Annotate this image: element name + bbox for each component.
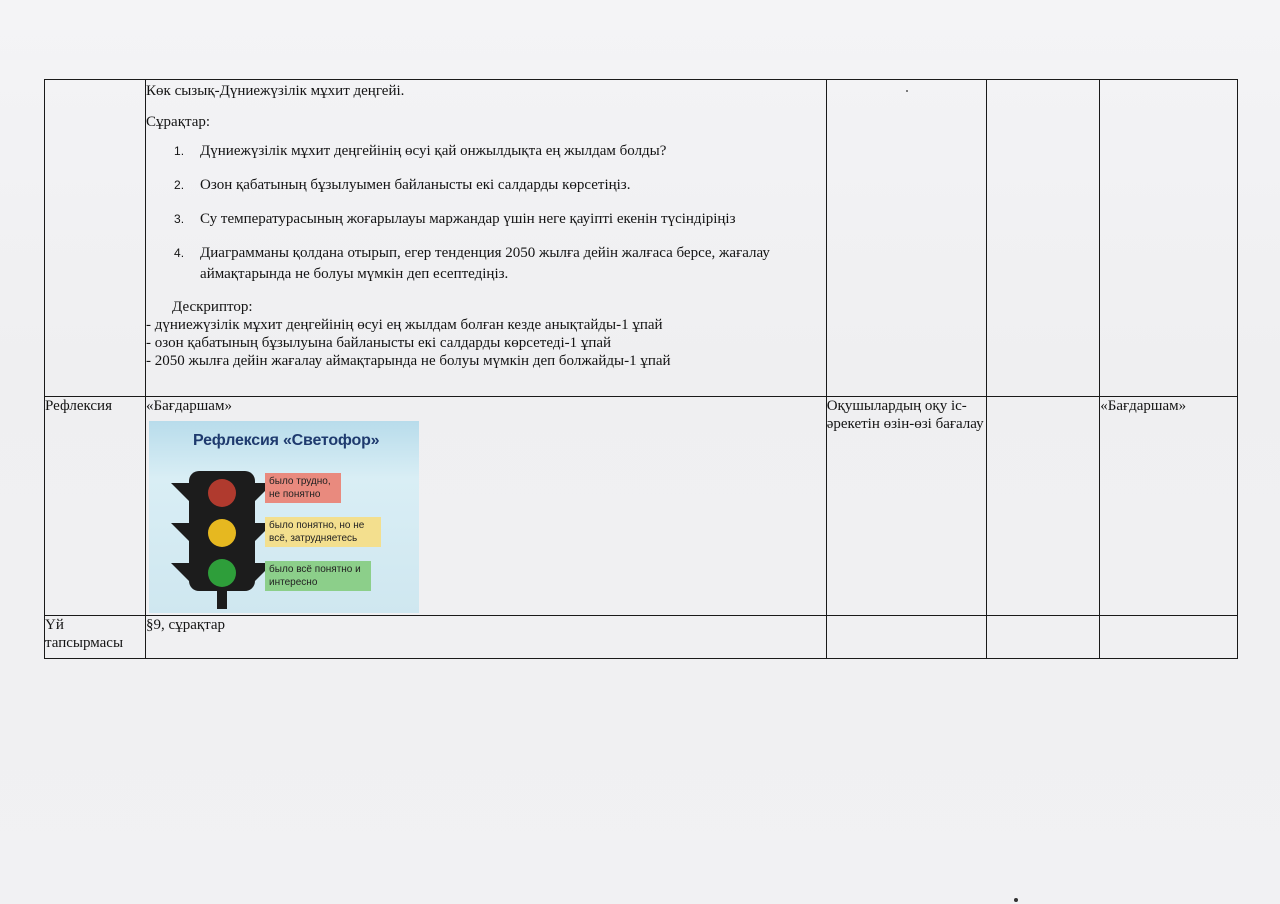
- question-item: [146, 141, 826, 162]
- questions-list: [146, 141, 826, 285]
- table-cell-empty: [45, 80, 146, 397]
- table-row: [45, 616, 1238, 659]
- table-row: [45, 80, 1238, 397]
- green-light-label: было всё понятно и интересно: [265, 561, 371, 591]
- table-row: [45, 397, 1238, 616]
- question-text: Дүниежүзілік мұхит деңгейінің өсуі қай онжылдықта ең жылдам болды?: [200, 143, 667, 159]
- question-item: [146, 209, 826, 230]
- homework-cell: §9, сұрақтар: [146, 616, 827, 659]
- lesson-plan-table: [44, 79, 1238, 659]
- question-number: 3.: [174, 212, 185, 226]
- descriptor-line: - озон қабатының бұзылуына байланысты екі салдарды көрсетеді-1 ұпай: [146, 335, 612, 351]
- question-number: 2.: [174, 178, 185, 192]
- scan-speck: [1014, 898, 1018, 902]
- question-number: 4.: [174, 246, 185, 260]
- table-cell-empty: [826, 80, 986, 397]
- question-text: Озон қабатының бұзылуымен байланысты екі салдарды көрсетіңіз.: [200, 177, 631, 193]
- descriptor-line: - 2050 жылға дейін жағалау аймақтарында не болуы мүмкін деп болжайды-1 ұпай: [146, 353, 671, 369]
- descriptor-line: - дүниежүзілік мұхит деңгейінің өсуі ең жылдам болған кезде анықтайды-1 ұпай: [146, 317, 663, 333]
- assessment-cell: Оқушылардың оқу іс-әрекетін өзін-өзі бағалау: [826, 397, 986, 616]
- descriptor-title: Дескриптор:: [172, 299, 253, 315]
- question-number: 1.: [174, 144, 185, 158]
- table-cell-empty: [986, 616, 1099, 659]
- question-item: [146, 175, 826, 196]
- question-text: Диаграмманы қолдана отырып, егер тенденция 2050 жылға дейін жалғаса берсе, жағалау аймақтарында не болуы мүмкін деп есептедіңіз.: [200, 245, 770, 282]
- table-cell-empty: [826, 616, 986, 659]
- task-cell: [146, 80, 827, 397]
- reflection-activity: «Бағдаршам»: [146, 398, 232, 414]
- table-cell-empty: [986, 80, 1099, 397]
- table-cell-empty: [1100, 80, 1238, 397]
- questions-title: Сұрақтар:: [146, 114, 211, 130]
- question-text: Су температурасының жоғарылауы маржандар үшін неге қауіпті екенін түсіндіріңіз: [200, 211, 736, 227]
- scan-speck: [906, 90, 908, 92]
- traffic-light-image: [149, 421, 419, 613]
- resource-cell: «Бағдаршам»: [1100, 397, 1238, 616]
- row-label-reflection: Рефлексия: [45, 397, 146, 616]
- table-cell-empty: [986, 397, 1099, 616]
- yellow-light-label: было понятно, но не всё, затрудняетесь: [265, 517, 381, 547]
- reflection-cell: [146, 397, 827, 616]
- question-item: [146, 243, 826, 285]
- red-light-label: было трудно, не понятно: [265, 473, 341, 503]
- image-title: Рефлексия «Светофор»: [193, 432, 380, 449]
- blue-line-legend: Көк сызық-Дүниежүзілік мұхит деңгейі.: [146, 83, 405, 99]
- row-label-homework: Үй тапсырмасы: [45, 616, 146, 659]
- table-cell-empty: [1100, 616, 1238, 659]
